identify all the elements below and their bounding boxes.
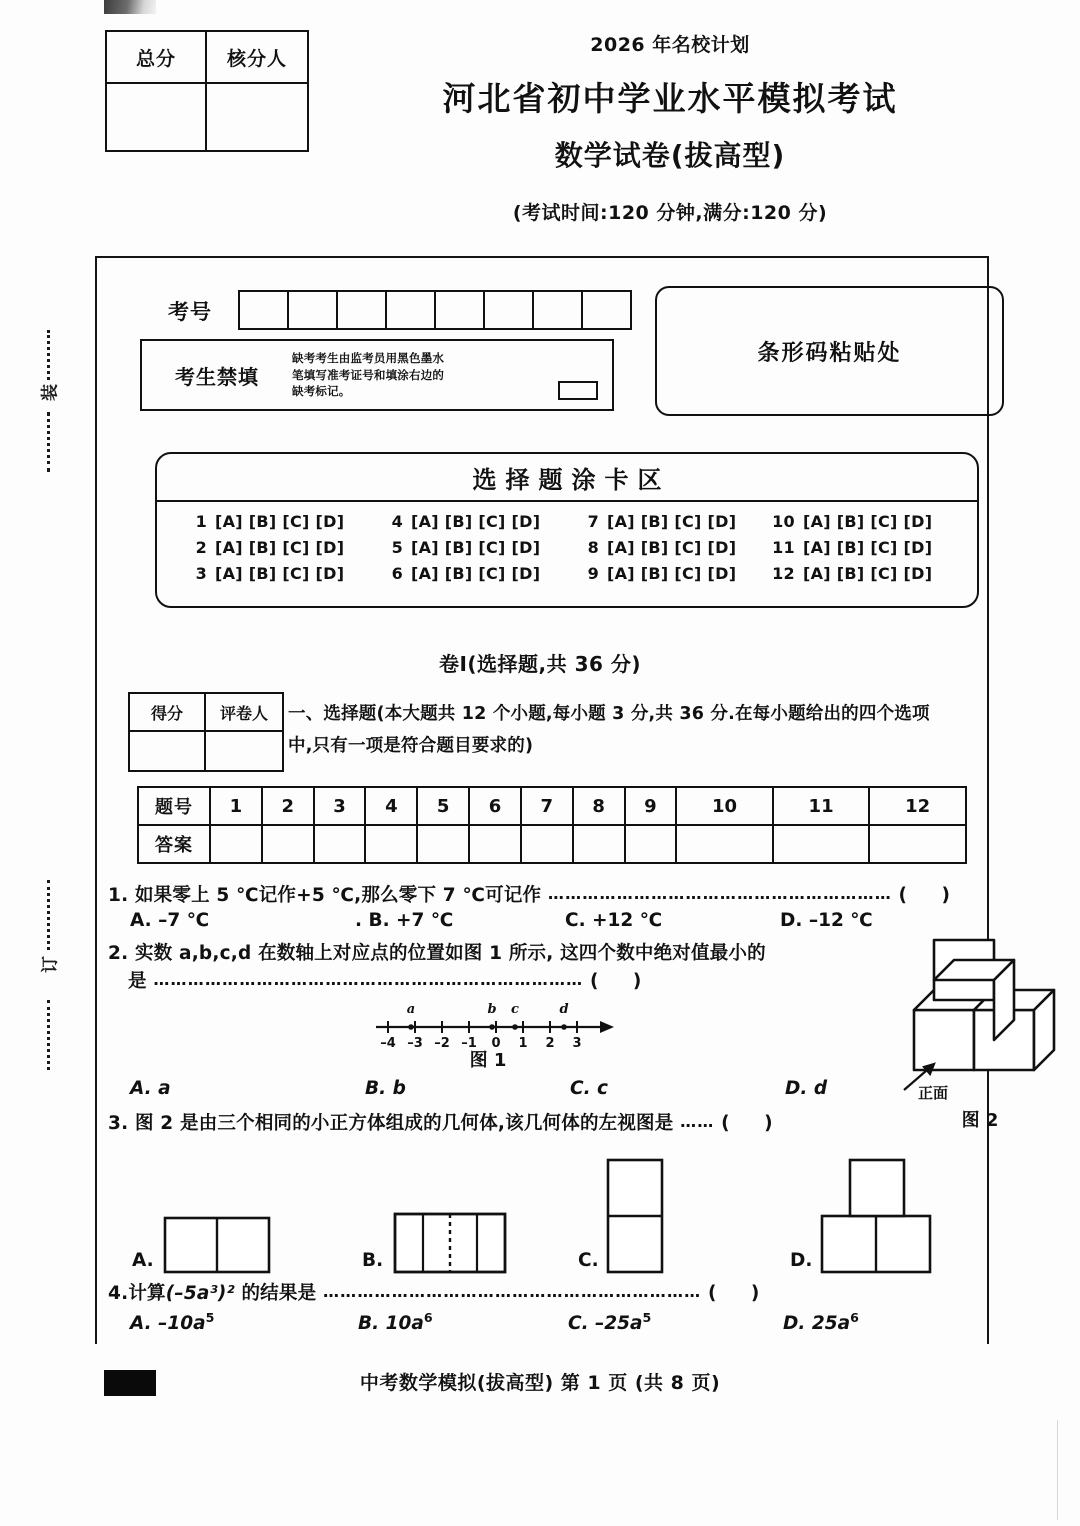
answer-card-options[interactable]: [A] [B] [C] [D]	[607, 512, 737, 531]
svg-text:1: 1	[518, 1036, 528, 1049]
question-4-option-b-exp: 6	[423, 1310, 433, 1325]
question-1-text: 如果零上 5 ℃记作+5 ℃,那么零下 7 ℃可记作	[134, 885, 542, 906]
answer-cell[interactable]	[210, 825, 262, 863]
svg-text:–2: –2	[434, 1036, 450, 1049]
exam-number-cell[interactable]	[387, 292, 436, 328]
question-3-option-b-shape[interactable]	[393, 1212, 507, 1278]
question-2-number: 2.	[108, 943, 129, 964]
total-score-value-cell[interactable]	[107, 84, 207, 150]
question-1-number: 1.	[108, 885, 129, 906]
answer-card-number: 9	[587, 564, 599, 583]
answer-table-number: 4	[365, 787, 417, 825]
exam-number-label: 考号	[168, 300, 212, 324]
svg-text:–1: –1	[461, 1036, 477, 1049]
question-1-stem	[108, 882, 1008, 910]
answer-card-options[interactable]: [A] [B] [C] [D]	[411, 512, 541, 531]
section-grader-label: 评卷人	[206, 694, 282, 732]
answer-card-number: 11	[772, 538, 795, 557]
figure-1-caption: 图 1	[469, 1050, 507, 1071]
question-2-answer-bracket[interactable]: ( )	[590, 970, 656, 992]
question-3-option-d-label: D.	[790, 1250, 813, 1271]
question-2-options	[130, 1078, 890, 1099]
question-4-expression: (–5a³)²	[165, 1283, 235, 1304]
answer-card-item[interactable]	[567, 510, 763, 533]
exam-number-cell[interactable]	[583, 292, 630, 328]
answer-card-item[interactable]	[175, 562, 371, 585]
question-3-option-c-shape[interactable]	[606, 1158, 664, 1278]
exam-number-input[interactable]	[238, 290, 632, 330]
answer-summary-table	[137, 786, 967, 864]
registration-mark-top-icon	[104, 0, 156, 14]
question-2-option-d[interactable]: D. d	[785, 1078, 828, 1099]
question-2-dots: …………………………………………………………………	[153, 969, 584, 989]
answer-table-number: 8	[573, 787, 625, 825]
answer-card-options[interactable]: [A] [B] [C] [D]	[215, 564, 345, 583]
two-squares-vertical-icon	[606, 1158, 664, 1274]
question-1-option-b[interactable]: . B. +7 ℃	[355, 910, 454, 931]
question-1-option-a[interactable]: A. –7 ℃	[130, 910, 210, 931]
answer-table-number: 12	[869, 787, 966, 825]
answer-table-number: 3	[314, 787, 366, 825]
total-score-box	[105, 30, 309, 152]
answer-card-number: 2	[195, 538, 207, 557]
answer-card-number: 12	[772, 564, 795, 583]
absent-mark-checkbox[interactable]	[558, 381, 598, 400]
answer-card-item[interactable]	[175, 536, 371, 559]
answer-card-number: 6	[391, 564, 403, 583]
question-3-option-c-label: C.	[578, 1250, 599, 1271]
svg-text:0: 0	[491, 1036, 501, 1049]
binding-char-zhuang: 装	[40, 384, 61, 401]
answer-card-item[interactable]	[371, 510, 567, 533]
section-score-label: 得分	[130, 694, 206, 732]
exam-number-cell[interactable]	[240, 292, 289, 328]
exam-number-cell[interactable]	[338, 292, 387, 328]
juan-one-heading: 卷Ⅰ(选择题,共 36 分)	[438, 652, 642, 676]
question-4-text-suffix: 的结果是	[234, 1283, 317, 1304]
question-1-option-c[interactable]: C. +12 ℃	[565, 910, 663, 931]
answer-card-options[interactable]: [A] [B] [C] [D]	[803, 512, 933, 531]
answer-table-number: 7	[521, 787, 573, 825]
svg-text:c: c	[511, 1002, 519, 1017]
answer-card-options[interactable]: [A] [B] [C] [D]	[607, 538, 737, 557]
question-2-line-2	[108, 968, 898, 996]
svg-text:2: 2	[545, 1036, 555, 1049]
question-3-dots: ……	[680, 1112, 715, 1131]
question-4-option-d-text: D. 25a	[783, 1313, 851, 1335]
answer-card-item[interactable]	[567, 562, 763, 585]
forbidden-note-line-3: 缺考标记。	[292, 384, 351, 399]
svg-text:–4: –4	[380, 1036, 396, 1049]
question-1-options	[130, 910, 1010, 931]
answer-card-options[interactable]: [A] [B] [C] [D]	[215, 538, 345, 557]
answer-card-options[interactable]: [A] [B] [C] [D]	[411, 564, 541, 583]
answer-cell[interactable]	[469, 825, 521, 863]
answer-table-number: 10	[676, 787, 773, 825]
answer-cell[interactable]	[417, 825, 469, 863]
question-2-text-cont: 是	[128, 970, 147, 992]
answer-cell[interactable]	[676, 825, 773, 863]
figure-1-number-line	[368, 997, 618, 1053]
answer-card-options[interactable]: [A] [B] [C] [D]	[411, 538, 541, 557]
answer-table-number: 11	[773, 787, 870, 825]
section-score-value-cell[interactable]	[130, 732, 206, 770]
exam-number-cell[interactable]	[289, 292, 338, 328]
section-intro-line-1: 一、选择题(本大题共 12 个小题,每小题 3 分,共 36 分.在每小题给出的四个选项	[288, 704, 930, 724]
answer-cell[interactable]	[262, 825, 314, 863]
question-4-option-c-text: C. –25a	[568, 1313, 643, 1335]
grader-name-value-cell[interactable]	[207, 84, 307, 150]
four-strips-with-dashed-icon	[393, 1212, 507, 1274]
answer-card-options[interactable]: [A] [B] [C] [D]	[803, 538, 933, 557]
answer-cell[interactable]	[521, 825, 573, 863]
question-4-option-d[interactable]	[783, 1310, 859, 1334]
question-4-options	[130, 1310, 1010, 1334]
binding-line-segment	[47, 330, 50, 380]
question-3-stem	[108, 1110, 1008, 1138]
exam-number-cell[interactable]	[485, 292, 534, 328]
answer-table-number: 1	[210, 787, 262, 825]
question-4-stem	[108, 1280, 1008, 1308]
figure-2-caption: 图 2	[961, 1110, 999, 1131]
grader-name-label: 核分人	[207, 32, 307, 84]
two-squares-horizontal-icon	[163, 1216, 271, 1274]
question-4-option-d-exp: 6	[850, 1310, 859, 1325]
candidate-forbidden-note	[292, 350, 444, 400]
question-3-option-a-label: A.	[132, 1250, 154, 1271]
answer-table-number: 9	[625, 787, 677, 825]
question-4-option-c[interactable]	[568, 1310, 783, 1334]
answer-card-number: 1	[195, 512, 207, 531]
answer-table-row-head: 题号	[138, 787, 210, 825]
page-title: 河北省初中学业水平模拟考试	[442, 79, 898, 118]
svg-text:–3: –3	[407, 1036, 423, 1049]
exam-number-cell[interactable]	[534, 292, 583, 328]
answer-card-options[interactable]: [A] [B] [C] [D]	[215, 512, 345, 531]
question-3-option-b-label: B.	[362, 1250, 384, 1271]
answer-cell[interactable]	[314, 825, 366, 863]
question-4-answer-bracket[interactable]: ( )	[708, 1283, 774, 1304]
answer-card-item[interactable]	[763, 536, 959, 559]
question-2-text: 实数 a,b,c,d 在数轴上对应点的位置如图 1 所示, 这四个数中绝对值最小的	[134, 943, 766, 964]
svg-text:3: 3	[572, 1036, 582, 1049]
answer-cell[interactable]	[869, 825, 966, 863]
question-2-line-1	[108, 940, 898, 968]
table-row	[138, 825, 966, 863]
question-4-option-a-text: A. –10a	[130, 1313, 206, 1335]
question-2-option-b[interactable]: B. b	[365, 1078, 406, 1099]
question-4-option-b[interactable]	[358, 1310, 568, 1334]
binding-line-segment	[47, 412, 50, 472]
page-footer: 中考数学模拟(拔高型) 第 1 页 (共 8 页)	[359, 1372, 721, 1394]
answer-card-region	[155, 452, 979, 608]
answer-card-item[interactable]	[763, 510, 959, 533]
candidate-forbidden-label: 考生禁填	[175, 364, 259, 389]
question-4-option-a[interactable]	[130, 1310, 358, 1334]
answer-card-number: 4	[391, 512, 403, 531]
exam-number-cell[interactable]	[436, 292, 485, 328]
answer-card-item[interactable]	[371, 536, 567, 559]
question-4-dots: …………………………………………………………	[322, 1282, 702, 1301]
total-score-label: 总分	[107, 32, 207, 84]
question-4-number: 4.	[108, 1283, 129, 1304]
question-4-option-b-text: B. 10a	[358, 1313, 424, 1335]
question-3-answer-bracket[interactable]: ( )	[721, 1113, 787, 1134]
answer-card-number: 7	[587, 512, 599, 531]
binding-char-ding: 订	[40, 956, 61, 973]
binding-line-segment	[47, 880, 50, 950]
question-4-text-prefix: 计算	[128, 1283, 166, 1304]
scan-edge-artifact	[1057, 1420, 1080, 1520]
question-1-option-d[interactable]: D. –12 ℃	[780, 910, 873, 931]
answer-card-options[interactable]: [A] [B] [C] [D]	[607, 564, 737, 583]
answer-cell[interactable]	[365, 825, 417, 863]
question-4-option-c-exp: 5	[642, 1310, 652, 1325]
question-4-option-a-exp: 5	[205, 1310, 215, 1325]
answer-card-number: 3	[195, 564, 207, 583]
svg-text:a: a	[406, 1002, 416, 1017]
answer-cell[interactable]	[573, 825, 625, 863]
answer-card-number: 10	[772, 512, 795, 531]
table-row	[138, 787, 966, 825]
question-2-option-c[interactable]: C. c	[570, 1078, 609, 1099]
answer-card-item[interactable]	[763, 562, 959, 585]
section-grader-box	[128, 692, 284, 772]
question-2-option-a[interactable]: A. a	[130, 1078, 171, 1099]
exam-meta: (考试时间:120 分钟,满分:120 分)	[512, 202, 828, 224]
answer-card-item[interactable]	[567, 536, 763, 559]
answer-table-number: 5	[417, 787, 469, 825]
answer-card-number: 8	[587, 538, 599, 557]
barcode-paste-area	[655, 286, 1004, 416]
question-3-option-a-shape[interactable]	[163, 1216, 271, 1278]
answer-card-grid	[157, 502, 977, 591]
section-one-intro	[288, 698, 988, 763]
forbidden-note-line-1: 缺考考生由监考员用黑色墨水	[292, 350, 445, 365]
section-intro-line-2: 中,只有一项是符合题目要求的)	[288, 736, 534, 757]
question-1-answer-bracket[interactable]: ( )	[898, 885, 964, 906]
number-line-svg	[368, 997, 618, 1049]
answer-table-number: 2	[262, 787, 314, 825]
section-grader-value-cell[interactable]	[206, 732, 282, 770]
answer-cell[interactable]	[773, 825, 870, 863]
answer-card-item[interactable]	[175, 510, 371, 533]
l-shape-squares-icon	[820, 1158, 932, 1274]
answer-card-number: 5	[391, 538, 403, 557]
question-1-dots: ……………………………………………………	[547, 884, 892, 903]
answer-cell[interactable]	[625, 825, 677, 863]
answer-card-options[interactable]: [A] [B] [C] [D]	[803, 564, 933, 583]
question-2-stem	[108, 940, 898, 996]
answer-card-item[interactable]	[371, 562, 567, 585]
question-3-text: 图 2 是由三个相同的小正方体组成的几何体,该几何体的左视图是	[134, 1113, 674, 1134]
binding-line-segment	[47, 1000, 50, 1070]
barcode-paste-label: 条形码粘贴处	[757, 340, 902, 366]
plan-line: 2026 年名校计划	[590, 34, 750, 56]
answer-table-row-head: 答案	[138, 825, 210, 863]
svg-text:d: d	[559, 1002, 569, 1017]
figure-2-front-label: 正面	[918, 1084, 949, 1102]
title-block	[320, 30, 1020, 225]
candidate-forbidden-box	[140, 339, 614, 411]
forbidden-note-line-2: 笔填写准考证号和填涂右边的	[292, 367, 445, 382]
svg-text:b: b	[487, 1002, 497, 1017]
answer-card-title: 选择题涂卡区	[157, 454, 977, 502]
question-3-number: 3.	[108, 1113, 129, 1134]
page-subtitle: 数学试卷(拔高型)	[554, 139, 786, 172]
answer-table-number: 6	[469, 787, 521, 825]
question-3-option-d-shape[interactable]	[820, 1158, 932, 1278]
